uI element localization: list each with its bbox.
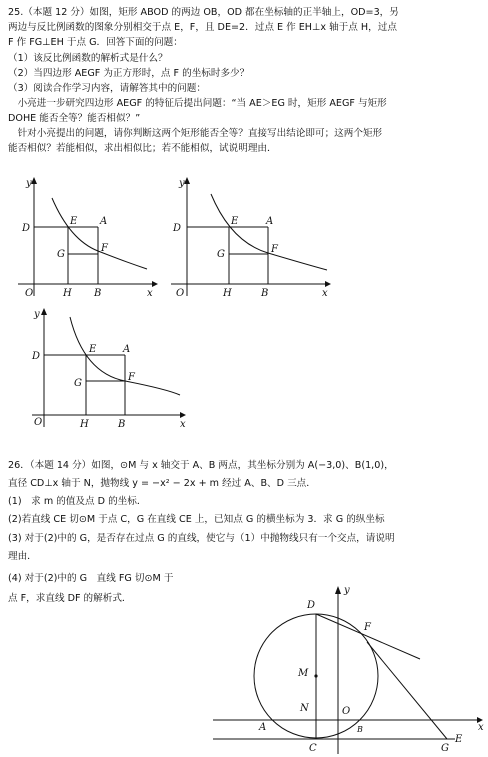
q26-line: 直径 CD⊥x 轴于 N，抛物线 y = −x² − 2x + m 经过 A、B、D 三点． [8,478,316,489]
label-G: G [57,249,65,260]
label-y: y [34,309,40,320]
q25-line: 25.（本题 12 分）如图，矩形 ABOD 的两边 OB，OD 都在坐标轴的正半轴上，OD=3，另 [8,7,399,18]
label-O: O [176,288,185,299]
label-M: M [298,668,309,679]
q25-line: 两边与反比例函数的图象分别相交于点 E，F，且 DE=2．过点 E 作 EH⊥x 轴于点 H，过点 [8,22,397,33]
q26-line: 点 F，求直线 DF 的解析式． [8,593,132,604]
q25-line: 能否相似？若能相似，求出相似比；若不能相似，试说明理由． [8,143,277,154]
q25-figure-3 [28,305,193,433]
q25-line: （1）该反比例函数的解析式是什么？ [8,53,168,64]
label-O: O [342,706,351,717]
label-B: B [261,288,269,299]
label-x: x [180,419,186,430]
q25-line: 针对小亮提出的问题，请你判断这两个矩形能否全等？直接写出结论即可；这两个矩形 [8,128,383,139]
label-G: G [74,378,82,389]
label-G: G [441,743,449,754]
q26-line: (2)若直线 CE 切⊙M 于点 C，G 在直线 CE 上，已知点 G 的横坐标为 3．求 G 的纵坐标 [8,514,385,525]
q25-line: （3）阅读合作学习内容，请解答其中的问题： [8,83,206,94]
label-O: O [34,417,43,428]
q26-line: (1) 求 m 的值及点 D 的坐标． [8,496,147,507]
q26-line: (3) 对于(2)中的 G，是否存在过点 G 的直线，使它与（1）中抛物线只有一个交点，请说明 [8,533,395,544]
label-E: E [455,734,463,745]
label-A: A [123,344,131,355]
label-C: C [309,743,317,754]
label-H: H [63,288,72,299]
label-B: B [118,419,126,430]
q26-line: 26．（本题 14 分）如图，⊙M 与 x 轴交于 A、B 两点，其坐标分别为 A(−3,0)、B(1,0)， [8,460,394,471]
label-B: B [357,725,363,734]
label-H: H [80,419,89,430]
label-D: D [22,223,31,234]
label-D: D [173,223,182,234]
label-y: y [179,178,185,189]
q25-line: 小亮进一步研究四边形 AEGF 的特征后提出问题：“当 AE＞EG 时，矩形 AEGF 与矩形 [8,98,387,109]
label-y: y [344,585,350,596]
q25-line: F 作 FG⊥EH 于点 G．回答下面的问题： [8,37,183,48]
label-D: D [32,351,41,362]
label-A: A [266,216,274,227]
q25-line: DOHE 能否全等？能否相似？” [8,113,141,124]
label-y: y [26,178,32,189]
label-F: F [364,622,371,633]
label-E: E [89,344,97,355]
label-x: x [322,288,328,299]
label-A: A [259,722,267,733]
label-x: x [147,288,153,299]
label-E: E [70,216,78,227]
label-F: F [128,372,135,383]
q25-line: （2）当四边形 AEGF 为正方形时，点 F 的坐标时多少？ [8,68,250,79]
label-B: B [94,288,102,299]
label-O: O [25,288,34,299]
label-H: H [223,288,232,299]
label-G: G [217,249,225,260]
label-E: E [231,216,239,227]
label-D: D [307,600,316,611]
label-F: F [271,244,278,255]
label-N: N [300,703,309,714]
q25-figure-2 [165,172,340,300]
label-F: F [101,243,108,254]
q26-line: (4) 对于(2)中的 G 直线 FG 切⊙M 于 [8,573,174,584]
label-A: A [100,216,108,227]
q26-line: 理由． [8,551,37,562]
q26-figure [205,580,488,757]
q25-figure-1 [12,172,162,300]
label-x: x [478,722,484,733]
